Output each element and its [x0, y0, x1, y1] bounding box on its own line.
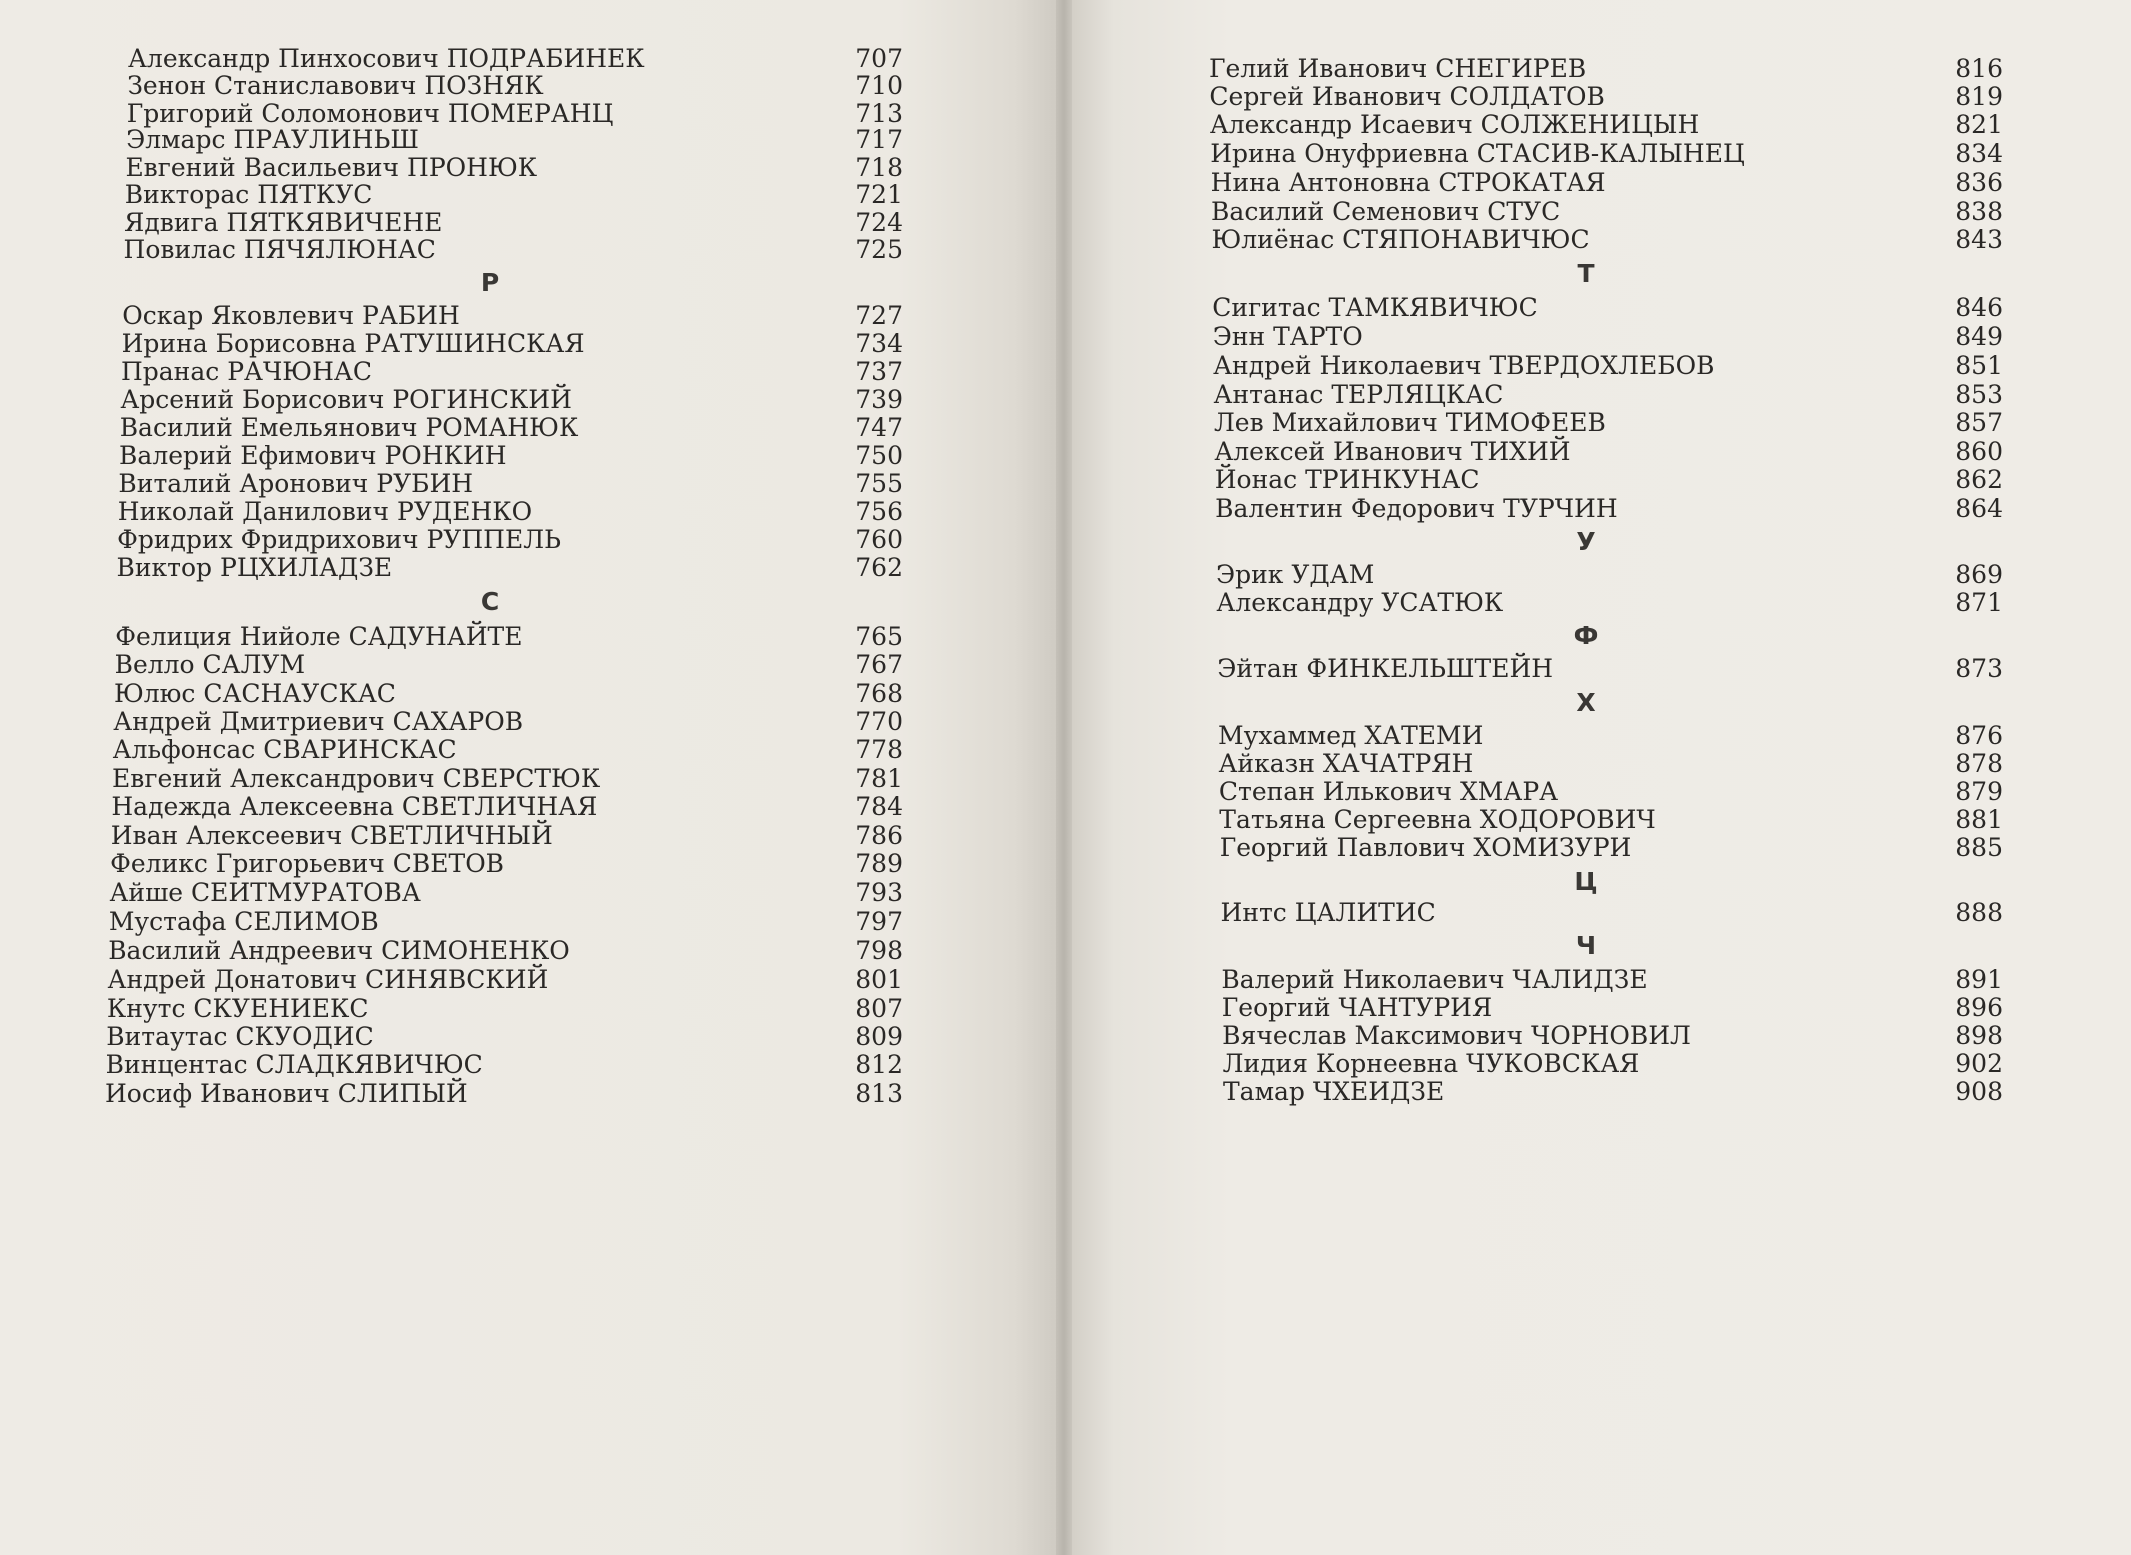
index-entry [1217, 650, 2003, 688]
person-name: Алексей Иванович ТИХИЙ [1214, 437, 1571, 466]
index-entry [1221, 894, 2003, 932]
person-name: Лев Михайлович ТИМОФЕЕВ [1213, 408, 1606, 437]
person-name: Пранас РАЧЮНАС [120, 357, 372, 386]
person-name: Мухаммед ХАТЕМИ [1218, 721, 1484, 750]
page-number: 713 [855, 99, 903, 128]
person-name: Валерий Ефимович РОНКИН [119, 441, 507, 470]
person-name: Григорий Соломонович ПОМЕРАНЦ [126, 99, 614, 128]
person-name: Александру УСАТЮК [1216, 588, 1504, 617]
person-name: Василий Андреевич СИМОНЕНКО [108, 936, 570, 965]
page-number: 881 [1955, 805, 2003, 834]
page-number: 869 [1955, 560, 2003, 589]
person-name: Элмарс ПРАУЛИНЬШ [126, 125, 419, 154]
page-number: 888 [1955, 898, 2003, 927]
person-name: Ирина Борисовна РАТУШИНСКАЯ [121, 329, 585, 358]
index-entry [124, 231, 903, 269]
person-name: Татьяна Сергеевна ХОДОРОВИЧ [1219, 805, 1656, 834]
person-name: Интс ЦАЛИТИС [1220, 898, 1436, 927]
page-number: 756 [855, 497, 903, 526]
person-name: Фелиция Нийоле САДУНАЙТЕ [115, 622, 523, 651]
page-number: 784 [855, 792, 903, 821]
page-number: 846 [1955, 293, 2003, 322]
person-name: Георгий Павлович ХОМИЗУРИ [1219, 833, 1632, 862]
page-number: 809 [855, 1022, 903, 1051]
person-name: Александр Пинхосович ПОДРАБИНЕК [128, 44, 645, 73]
page-number: 836 [1955, 168, 2003, 197]
person-name: Викторас ПЯТКУС [124, 180, 373, 209]
person-name: Энн ТАРТО [1212, 322, 1363, 351]
page-number: 739 [855, 385, 903, 414]
page-number: 765 [855, 622, 903, 651]
person-name: Степан Илькович ХМАРА [1218, 777, 1559, 806]
person-name: Андрей Николаевич ТВЕРДОХЛЕБОВ [1213, 351, 1715, 380]
person-name: Иван Алексеевич СВЕТЛИЧНЫЙ [110, 821, 553, 850]
page-number: 873 [1955, 654, 2003, 683]
page-number: 862 [1955, 465, 2003, 494]
page-number: 864 [1955, 494, 2003, 523]
person-name: Александр Исаевич СОЛЖЕНИЦЫН [1209, 110, 1700, 139]
page-number: 789 [855, 849, 903, 878]
person-name: Георгий ЧАНТУРИЯ [1221, 993, 1493, 1022]
page-number: 767 [855, 650, 903, 679]
person-name: Валерий Николаевич ЧАЛИДЗЕ [1221, 965, 1648, 994]
person-name: Евгений Александрович СВЕРСТЮК [112, 764, 601, 793]
page-number: 797 [855, 907, 903, 936]
page-number: 760 [855, 525, 903, 554]
page-number: 843 [1955, 225, 2003, 254]
page-number: 707 [855, 44, 903, 73]
page-number: 750 [855, 441, 903, 470]
index-entry [1220, 829, 2003, 867]
page-number: 807 [855, 994, 903, 1023]
page-number: 885 [1955, 833, 2003, 862]
page-number: 902 [1955, 1049, 2003, 1078]
person-name: Ирина Онуфриевна СТАСИВ-КАЛЫНЕЦ [1210, 139, 1745, 168]
person-name: Николай Данилович РУДЕНКО [117, 497, 533, 526]
page-number: 737 [855, 357, 903, 386]
index-entry [1216, 584, 2003, 622]
person-name: Лидия Корнеевна ЧУКОВСКАЯ [1222, 1049, 1640, 1078]
page-number: 834 [1955, 139, 2003, 168]
person-name: Гелий Иванович СНЕГИРЕВ [1209, 54, 1587, 83]
page-number: 878 [1955, 749, 2003, 778]
person-name: Виктор РЦХИЛАДЗЕ [116, 553, 393, 582]
person-name: Винцентас СЛАДКЯВИЧЮС [105, 1050, 483, 1079]
section-letter: Р [480, 268, 500, 297]
section-letter: Ч [1575, 931, 1597, 960]
person-name: Айказн ХАЧАТРЯН [1218, 749, 1474, 778]
page-number: 879 [1955, 777, 2003, 806]
person-name: Феликс Григорьевич СВЕТОВ [110, 849, 505, 878]
page-number: 851 [1955, 351, 2003, 380]
person-name: Юлюс САСНАУСКАС [113, 679, 396, 708]
index-entry [1215, 490, 2003, 528]
page-number: 755 [855, 469, 903, 498]
page-number: 860 [1955, 437, 2003, 466]
person-name: Повилас ПЯЧЯЛЮНАС [123, 235, 436, 264]
person-name: Альфонсас СВАРИНСКАС [112, 735, 457, 764]
page-number: 786 [855, 821, 903, 850]
section-letter: С [480, 587, 500, 616]
page-number: 768 [855, 679, 903, 708]
section-letter: Ф [1573, 621, 1599, 650]
person-name: Нина Антоновна СТРОКАТАЯ [1210, 168, 1606, 197]
page-number: 896 [1955, 993, 2003, 1022]
page-number: 816 [1955, 54, 2003, 83]
index-entry [105, 1075, 903, 1113]
index-entry [1223, 1073, 2003, 1111]
section-letter: Т [1577, 259, 1595, 288]
page-number: 793 [855, 878, 903, 907]
page-number: 798 [855, 936, 903, 965]
page-number: 725 [855, 235, 903, 264]
page-number: 718 [855, 153, 903, 182]
page-number: 781 [855, 764, 903, 793]
page-number: 727 [855, 301, 903, 330]
person-name: Ядвига ПЯТКЯВИЧЕНЕ [124, 208, 443, 237]
person-name: Тамар ЧХЕИДЗЕ [1223, 1077, 1445, 1106]
person-name: Кнутс СКУЕНИЕКС [106, 994, 369, 1023]
page-number: 821 [1955, 110, 2003, 139]
index-entry [1211, 221, 2003, 259]
person-name: Сергей Иванович СОЛДАТОВ [1209, 82, 1605, 111]
person-name: Вячеслав Максимович ЧОРНОВИЛ [1222, 1021, 1691, 1050]
page-number: 898 [1955, 1021, 2003, 1050]
page-number: 734 [855, 329, 903, 358]
person-name: Сигитас ТАМКЯВИЧЮС [1212, 293, 1538, 322]
person-name: Василий Емельянович РОМАНЮК [119, 413, 579, 442]
person-name: Витаутас СКУОДИС [106, 1022, 374, 1051]
person-name: Велло САЛУМ [114, 650, 306, 679]
page-number: 849 [1955, 322, 2003, 351]
person-name: Андрей Донатович СИНЯВСКИЙ [107, 965, 549, 994]
page-number: 857 [1955, 408, 2003, 437]
page-number: 770 [855, 707, 903, 736]
person-name: Зенон Станиславович ПОЗНЯК [127, 71, 544, 100]
person-name: Айше СЕИТМУРАТОВА [109, 878, 421, 907]
section-letter: Ц [1574, 867, 1598, 896]
index-entry [117, 549, 904, 587]
page-number: 762 [855, 553, 903, 582]
page-number: 871 [1955, 588, 2003, 617]
person-name: Василий Семенович СТУС [1211, 197, 1561, 226]
person-name: Оскар Яковлевич РАБИН [122, 301, 460, 330]
page-number: 908 [1955, 1077, 2003, 1106]
page-number: 813 [855, 1079, 903, 1108]
page-number: 876 [1955, 721, 2003, 750]
page-number: 891 [1955, 965, 2003, 994]
page-number: 801 [855, 965, 903, 994]
page-number: 838 [1955, 197, 2003, 226]
book-gutter [1056, 0, 1072, 1555]
page-number: 717 [855, 125, 903, 154]
person-name: Мустафа СЕЛИМОВ [108, 907, 379, 936]
page-number: 747 [855, 413, 903, 442]
page-number: 721 [855, 180, 903, 209]
page-number: 778 [855, 735, 903, 764]
person-name: Иосиф Иванович СЛИПЫЙ [105, 1079, 468, 1108]
page-number: 812 [855, 1050, 903, 1079]
person-name: Арсений Борисович РОГИНСКИЙ [120, 385, 572, 414]
section-letter: Х [1576, 688, 1596, 717]
person-name: Эрик УДАМ [1216, 560, 1375, 589]
page-number: 853 [1955, 380, 2003, 409]
page-number: 819 [1955, 82, 2003, 111]
person-name: Евгений Васильевич ПРОНЮК [125, 153, 538, 182]
person-name: Валентин Федорович ТУРЧИН [1215, 494, 1618, 523]
person-name: Надежда Алексеевна СВЕТЛИЧНАЯ [111, 792, 598, 821]
person-name: Антанас ТЕРЛЯЦКАС [1213, 380, 1504, 409]
section-letter: У [1576, 527, 1596, 556]
person-name: Йонас ТРИНКУНАС [1214, 465, 1480, 494]
person-name: Андрей Дмитриевич САХАРОВ [113, 707, 524, 736]
person-name: Юлиёнас СТЯПОНАВИЧЮС [1211, 225, 1590, 254]
person-name: Фридрих Фридрихович РУППЕЛЬ [117, 525, 561, 554]
page-number: 710 [855, 71, 903, 100]
person-name: Эйтан ФИНКЕЛЬШТЕЙН [1217, 654, 1554, 683]
person-name: Виталий Аронович РУБИН [118, 469, 474, 498]
page-number: 724 [855, 208, 903, 237]
